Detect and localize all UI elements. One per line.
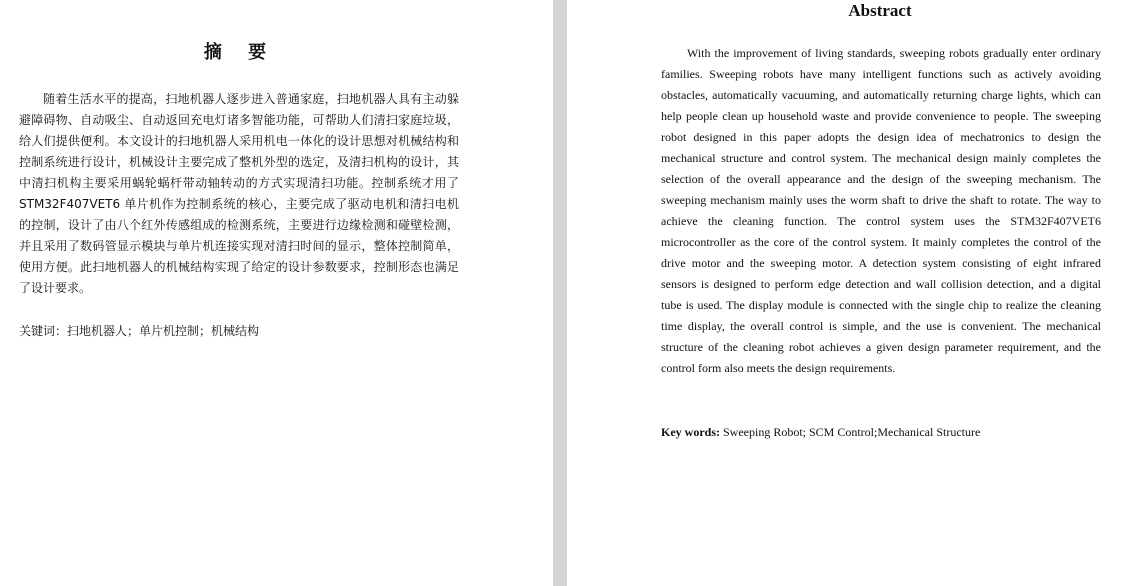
page-title: 摘 要 — [203, 42, 277, 63]
keywords-line — [19, 321, 459, 342]
keywords-label: Key words: — [661, 425, 720, 439]
page-title: Abstract — [848, 1, 912, 20]
abstract-body: With the improvement of living standards, sweeping robots gradually enter ordinary families. Sweeping robots have many intelligent functions such as actively avoiding obstacles, automatically vacuuming, and automatically returning charge lights, which can help people clean up household waste and provide convenience to people. The sweeping robot designed in this paper adopts the design idea of mechatronics to design the mechanical structure and control system. The mechanical design mainly completes the selection of the overall appearance and the design of the sweeping mechanism. The sweeping mechanism mainly uses the worm shaft to drive the shaft to rotate. The way to achieve the cleaning function. The control system uses the STM32F407VET6 microcontroller as the core of the control system. It mainly completes the control of the drive motor and the sweeping motor. A detection system consisting of eight infrared sensors is designed to perform edge detection and wall collision detection, and a digital tube is used. The display module is connected with the single chip to realize the cleaning time display, the overall control is simple, and the use is convenient. The mechanical structure of the cleaning robot achieves a given design parameter requirement, and the control form also meets the design requirements. — [661, 46, 1101, 375]
abstract-body: 随着生活水平的提高，扫地机器人逐步进入普通家庭，扫地机器人具有主动躲避障碍物、自动吸尘、自动返回充电灯诸多智能功能，可帮助人们清扫家庭垃圾，给人们提供便利。本文设计的扫地机器人采用机电一体化的设计思想对机械结构和控制系统进行设计，机械设计主要完成了整机外型的选定，及清扫机构的设计，其中清扫机构主要采用蜗轮蜗杆带动轴转动的方式实现清扫功能。控制系统才用了 STM32F407VET6 单片机作为控制系统的核心，主要完成了驱动电机和清扫电机的控制，设计了由八个红外传感组成的检测系统，主要进行边缘检测和碰壁检测，并且采用了数码管显示模块与单片机连接实现对清扫时间的显示，整体控制简单，使用方便。此扫地机器人的机械结构实现了给定的设计参数要求，控制形态也满足了设计要求。 — [19, 92, 459, 295]
chinese-abstract-page — [0, 0, 553, 586]
keywords-line — [661, 422, 1101, 443]
page-gutter — [553, 0, 567, 586]
keywords-label: 关键词： — [19, 324, 68, 338]
keywords-text: Sweeping Robot; SCM Control;Mechanical Structure — [723, 425, 981, 439]
keywords-text: 扫地机器人；单片机控制；机械结构 — [67, 324, 260, 338]
english-abstract-page — [567, 0, 1121, 586]
